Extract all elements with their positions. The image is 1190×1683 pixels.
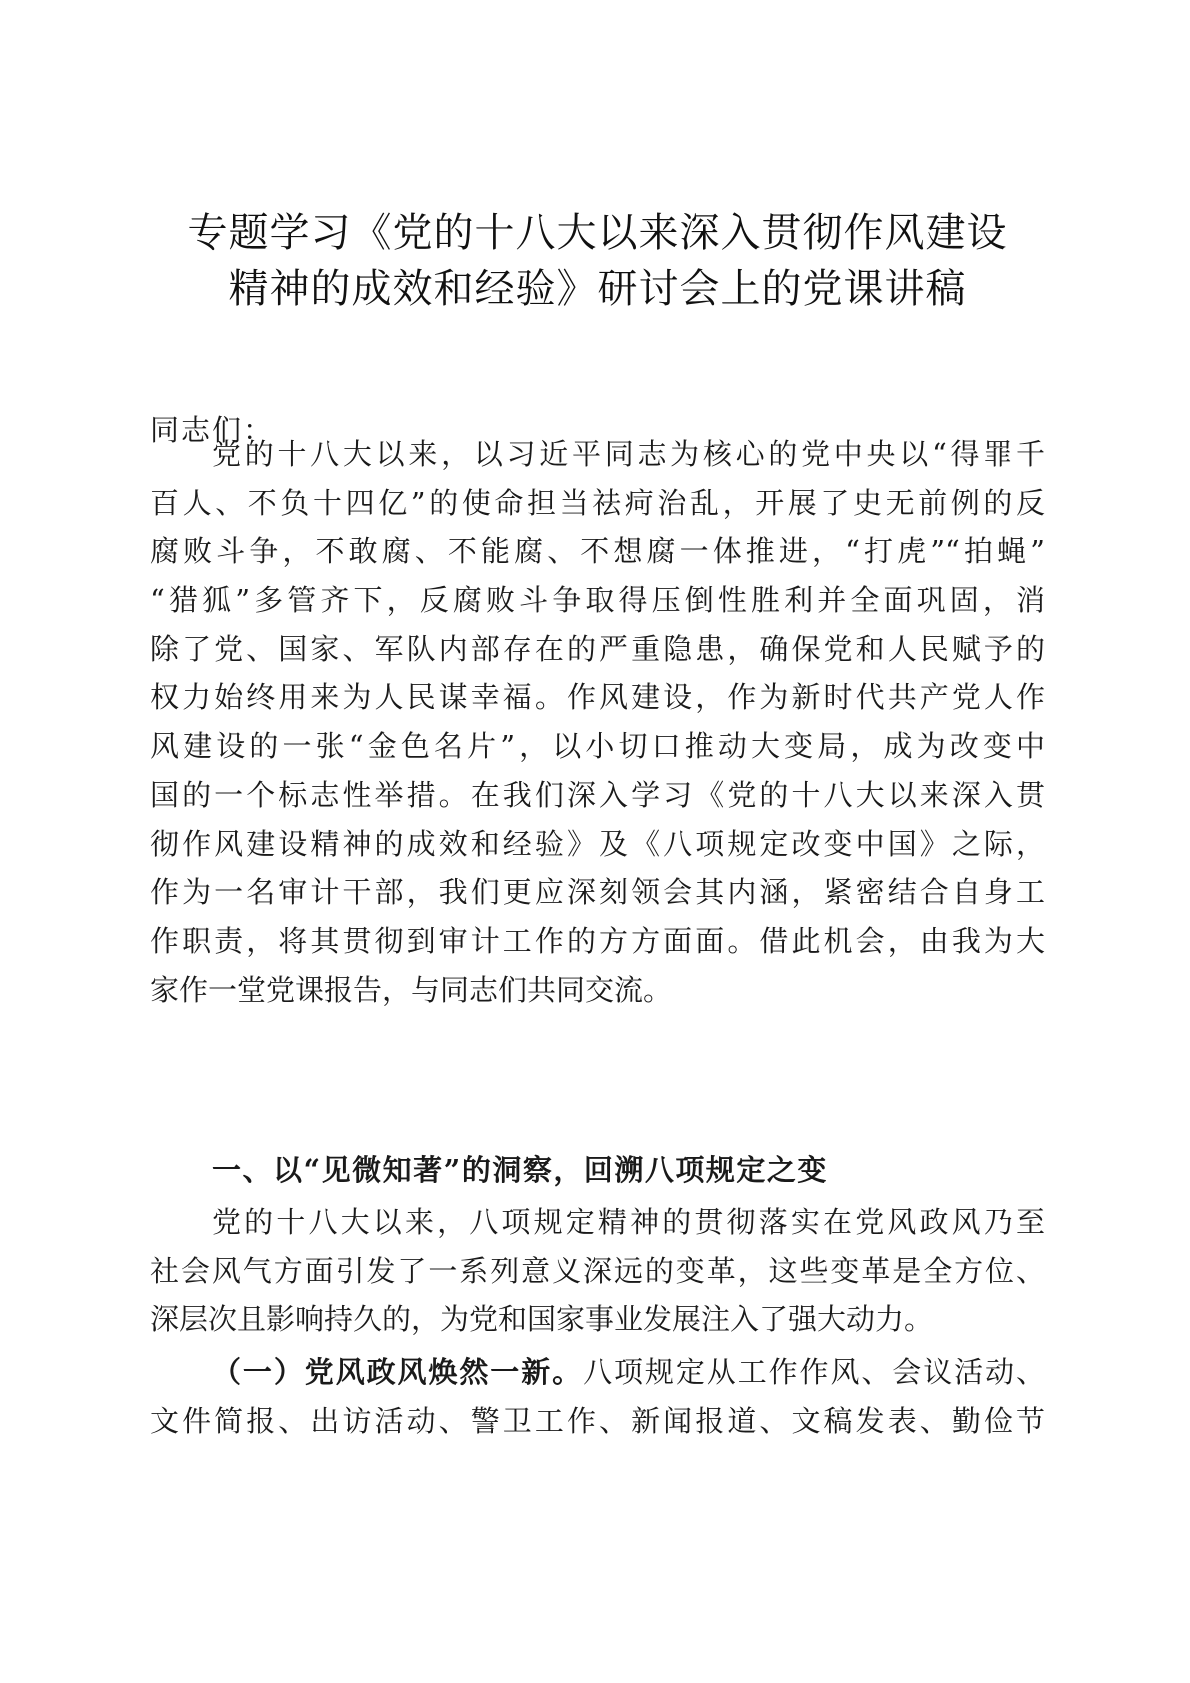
section1-paragraph — [150, 1198, 1045, 1344]
paragraph-line: 党的十八大以来，以习近平同志为核心的党中央以“得罪千 — [212, 437, 1045, 471]
salutation: 同志们： — [150, 413, 275, 447]
title-line: 专题学习《党的十八大以来深入贯彻作风建设 — [187, 210, 1008, 256]
document-page — [150, 0, 1045, 1683]
subsection1-paragraph — [150, 1348, 1045, 1445]
paragraph-line — [150, 1348, 1045, 1397]
document-title — [150, 205, 1045, 317]
paragraph-line: 腐败斗争，不敢腐、不能腐、不想腐一体推进，“打虎”“拍蝇” — [150, 534, 1045, 569]
paragraph-line: 风建设的一张“金色名片”，以小切口推动大变局，成为改变中 — [150, 729, 1045, 764]
intro-paragraph — [150, 430, 1045, 1014]
paragraph-line: 作为一名审计干部，我们更应深刻领会其内涵，紧密结合自身工 — [150, 875, 1045, 910]
paragraph-line: 党的十八大以来，八项规定精神的贯彻落实在党风政风乃至 — [212, 1205, 1045, 1239]
section-heading: 一、以“见微知著”的洞察，回溯八项规定之变 — [212, 1153, 828, 1187]
subsection-text: 八项规定从工作作风、会议活动、 — [583, 1355, 1045, 1389]
paragraph-line: 深层次且影响持久的，为党和国家事业发展注入了强大动力。 — [150, 1302, 934, 1337]
paragraph-line: 文件简报、出访活动、警卫工作、新闻报道、文稿发表、勤俭节 — [150, 1403, 1045, 1438]
paragraph-line: 百人、不负十四亿”的使命担当祛疴治乱，开展了史无前例的反 — [150, 485, 1045, 520]
subsection-heading: （一）党风政风焕然一新。 — [212, 1355, 584, 1389]
paragraph-line: 家作一堂党课报告，与同志们共同交流。 — [150, 972, 673, 1007]
paragraph-line: 权力始终用来为人民谋幸福。作风建设，作为新时代共产党人作 — [150, 680, 1045, 715]
title-line: 精神的成效和经验》研讨会上的党课讲稿 — [228, 266, 967, 312]
paragraph-line: 作职责，将其贯彻到审计工作的方方面面。借此机会，由我为大 — [150, 923, 1045, 958]
paragraph-line: “猎狐”多管齐下，反腐败斗争取得压倒性胜利并全面巩固，消 — [150, 583, 1045, 618]
paragraph-line: 彻作风建设精神的成效和经验》及《八项规定改变中国》之际， — [150, 826, 1045, 861]
paragraph-line: 除了党、国家、军队内部存在的严重隐患，确保党和人民赋予的 — [150, 631, 1045, 666]
paragraph-line: 社会风气方面引发了一系列意义深远的变革，这些变革是全方位、 — [150, 1253, 1045, 1288]
paragraph-line: 国的一个标志性举措。在我们深入学习《党的十八大以来深入贯 — [150, 777, 1045, 812]
